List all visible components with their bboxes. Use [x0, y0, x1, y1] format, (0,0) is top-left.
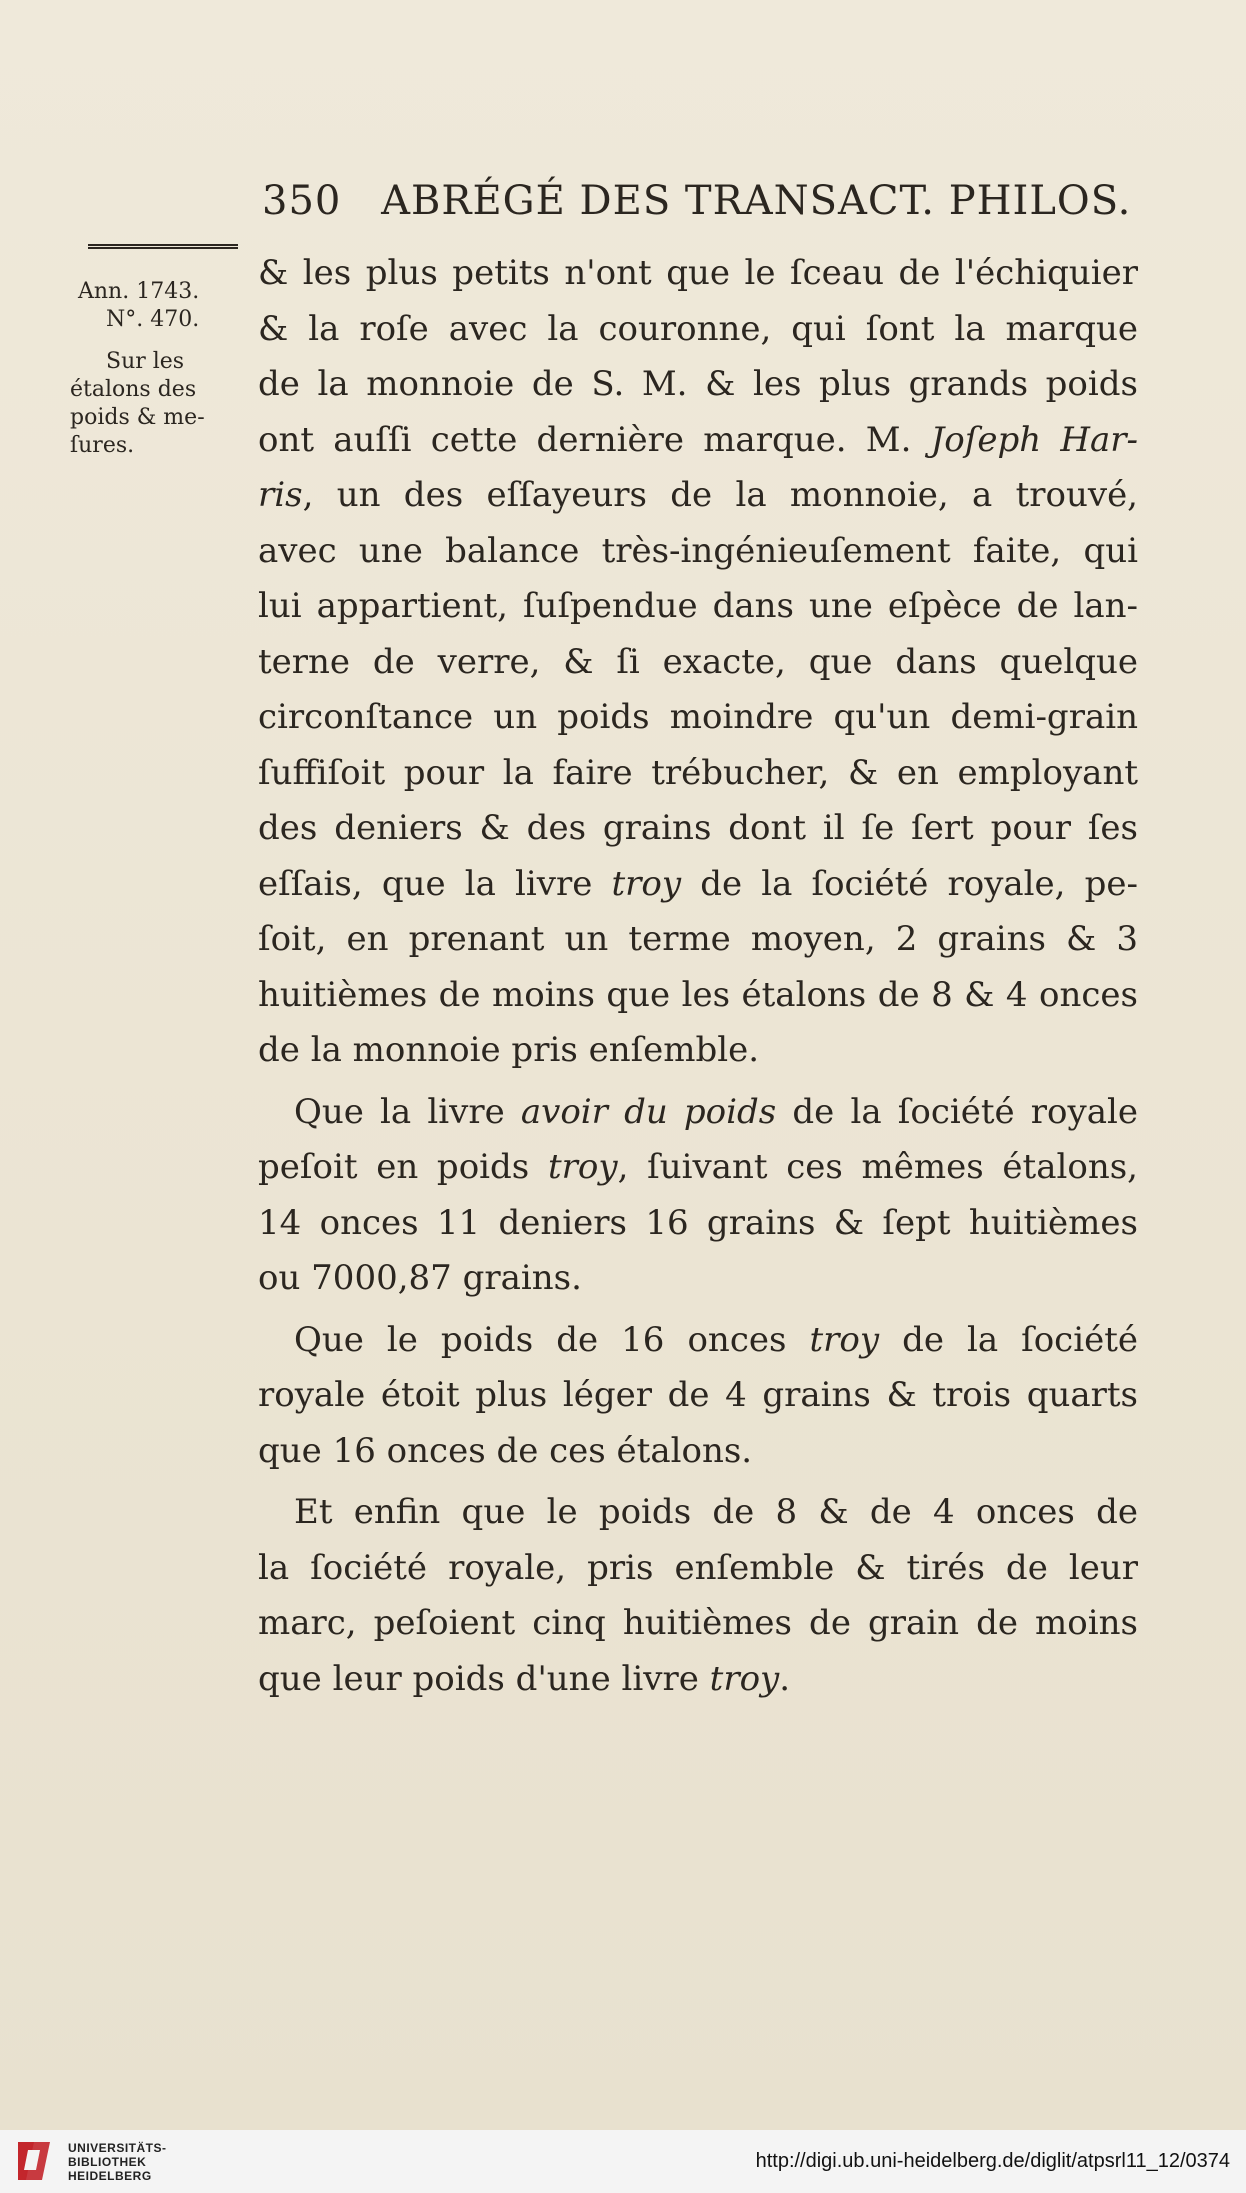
text-line: que 16 onces de ces étalons. — [258, 1430, 753, 1471]
text-line: Que le poids de 16 onces troy de la ſociété — [294, 1319, 1139, 1360]
text-line: terne de verre, & ſi exacte, que dans quelque — [258, 641, 1138, 682]
page-number: 350 — [262, 178, 342, 224]
margin-rule — [88, 244, 238, 249]
text-line: la ſociété royale, pris enſemble & tirés de leur — [258, 1547, 1138, 1588]
text-line: circonſtance un poids moindre qu'un demi-grain — [258, 697, 1138, 737]
text-line: & la roſe avec la couronne, qui ſont la marque — [258, 308, 1138, 349]
logo-line: HEIDELBERG — [68, 2169, 152, 2183]
margin-note-topic-line: Sur les — [106, 349, 185, 374]
margin-note-topic-line: ſures. — [70, 433, 135, 458]
text-line: ou 7000,87 grains. — [258, 1258, 582, 1298]
text-line: eſſais, que la livre troy de la ſociété royale, pe- — [258, 863, 1138, 904]
text-line: peſoit en poids troy, ſuivant ces mêmes étalons, — [258, 1147, 1138, 1187]
margin-note-year: Ann. 1743. — [78, 279, 200, 304]
text-line: ſoit, en prenant un terme moyen, 2 grains & 3 — [258, 919, 1138, 959]
running-title: ABRÉGÉ DES TRANSACT. PHILOS. — [381, 178, 1132, 224]
text-line: Que la livre avoir du poids de la ſociété royale — [294, 1091, 1138, 1132]
library-logo-icon — [14, 2140, 54, 2182]
text-line: marc, peſoient cinq huitièmes de grain de moins — [258, 1603, 1138, 1643]
margin-notes — [70, 278, 250, 460]
margin-note-number: N°. 470. — [106, 307, 200, 332]
text-line: lui appartient, ſuſpendue dans une eſpèce de lan- — [258, 586, 1138, 626]
margin-note-topic-line: poids & me- — [70, 405, 205, 430]
text-line: de la monnoie de S. M. & les plus grands poids — [258, 364, 1138, 404]
source-url[interactable]: http://digi.ub.uni-heidelberg.de/diglit/atpsrl11_12/0374 — [755, 2150, 1230, 2172]
text-line: avec une balance très-ingénieuſement faite, qui — [258, 530, 1138, 571]
margin-note-topic-line: étalons des — [70, 377, 197, 402]
text-line: 14 onces 11 deniers 16 grains & ſept huitièmes — [258, 1202, 1138, 1243]
logo-line: BIBLIOTHEK — [68, 2155, 147, 2169]
text-line: huitièmes de moins que les étalons de 8 & 4 onces — [258, 974, 1138, 1015]
body-text — [258, 246, 1138, 1707]
text-line: royale étoit plus léger de 4 grains & trois quarts — [258, 1375, 1138, 1415]
text-line: des deniers & des grains dont il ſe ſert pour ſes — [258, 808, 1138, 848]
library-logo-text — [68, 2141, 167, 2183]
text-line: que leur poids d'une livre troy. — [258, 1658, 791, 1699]
text-line: Et enfin que le poids de 8 & de 4 onces de — [294, 1492, 1138, 1532]
text-line: ont auſſi cette dernière marque. M. Joſeph Har- — [258, 419, 1139, 460]
text-line: de la monnoie pris enſemble. — [258, 1030, 760, 1070]
text-line: ſuffiſoit pour la faire trébucher, & en employant — [258, 752, 1138, 793]
text-line: & les plus petits n'ont que le ſceau de l'échiquier — [258, 253, 1138, 293]
logo-line: UNIVERSITÄTS- — [68, 2141, 167, 2155]
footer-bar — [0, 2130, 1246, 2193]
running-header — [262, 178, 1142, 224]
text-line: ris, un des eſſayeurs de la monnoie, a trouvé, — [258, 475, 1138, 515]
